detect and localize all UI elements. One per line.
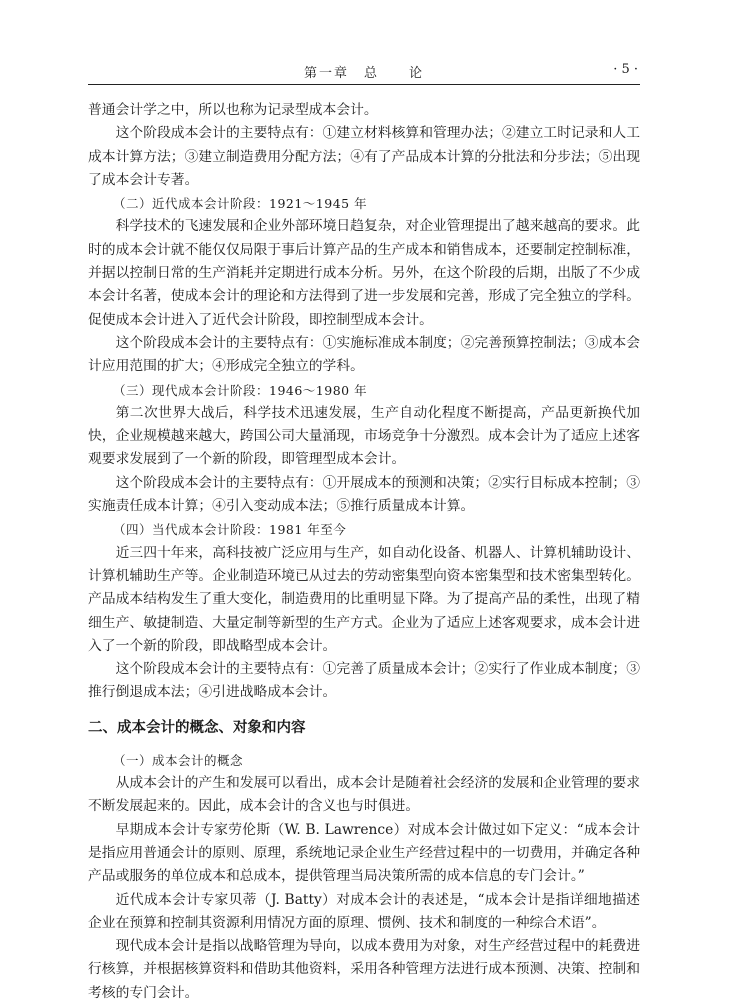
chapter-title: 第一章 总 论 — [303, 66, 424, 81]
paragraph: 这个阶段成本会计的主要特点有：①建立材料核算和管理办法；②建立工时记录和人工成本计算方法；③建立制造费用分配方法；④有了产品成本计算的分批法和分步法；⑤出现了成本会计专著。 — [88, 125, 640, 188]
paragraph: 现代成本会计是指以战略管理为导向，以成本费用为对象，对生产经营过程中的耗费进行核算，并根据核算资料和借助其他资料，采用各种管理方法进行成本预测、决策、控制和考核的专门会计。 — [88, 938, 640, 1001]
paragraph: 第二次世界大战后，科学技术迅速发展，生产自动化程度不断提高，产品更新换代加快，企业规模越来越大，跨国公司大量涌现，市场竞争十分激烈。成本会计为了适应上述客观要求发展到了一个新的阶段，即管理型成本会计。 — [88, 404, 640, 468]
paragraph: 这个阶段成本会计的主要特点有：①开展成本的预测和决策；②实行目标成本控制；③实施责任成本计算；④引入变动成本法；⑤推行质量成本计算。 — [88, 474, 640, 515]
paragraph: 普通会计学之中，所以也称为记录型成本会计。 — [88, 102, 378, 118]
running-header — [88, 62, 640, 85]
section-heading: （二）近代成本会计阶段：1921～1945 年 — [113, 196, 368, 212]
page-number: · 5 · — [613, 62, 638, 77]
paragraph: 这个阶段成本会计的主要特点有：①实施标准成本制度；②完善预算控制法；③成本会计应用范围的扩大；④形成完全独立的学科。 — [88, 334, 640, 375]
paragraph: 近三四十年来，高科技被广泛应用与生产，如自动化设备、机器人、计算机辅助设计、计算机辅助生产等。企业制造环境已从过去的劳动密集型向资本密集型和技术密集型转化。产品成本结构发生了重大变化，制造费用的比重明显下降。为了提高产品的柔性，出现了精细生产、敏捷制造、大量定制等新型的生产方式。企业为了适应上述客观要求，成本会计进入了一个新的阶段，即战略型成本会计。 — [88, 544, 640, 654]
paragraph: 近代成本会计专家贝蒂（J. Batty）对成本会计的表述是，“成本会计是指详细地描述企业在预算和控制其资源利用情况方面的原理、惯例、技术和制度的一种综合术语”。 — [88, 891, 640, 931]
page-body — [88, 99, 640, 1005]
subsection-heading: （一）成本会计的概念 — [113, 752, 244, 768]
paragraph: 科学技术的飞速发展和企业外部环境日趋复杂，对企业管理提出了越来越高的要求。此时的成本会计就不能仅仅局限于事后计算产品的生产成本和销售成本，还要制定控制标准，并据以控制日常的生产消耗并定期进行成本分析。另外，在这个阶段的后期，出版了不少成本会计名著，使成本会计的理论和方法得到了进一步发展和完善，形成了完全独立的学科。促使成本会计进入了近代会计阶段，即控制型成本会计。 — [88, 218, 640, 328]
part-heading: 二、成本会计的概念、对象和内容 — [88, 719, 306, 736]
section-heading: （四）当代成本会计阶段：1981 年至今 — [113, 522, 347, 538]
paragraph: 这个阶段成本会计的主要特点有：①完善了质量成本会计；②实行了作业成本制度；③推行倒退成本法；④引进战略成本会计。 — [88, 661, 640, 701]
section-heading: （三）现代成本会计阶段：1946～1980 年 — [113, 382, 368, 398]
paragraph: 从成本会计的产生和发展可以看出，成本会计是随着社会经济的发展和企业管理的要求不断发展起来的。因此，成本会计的含义也与时俱进。 — [88, 775, 640, 815]
paragraph: 早期成本会计专家劳伦斯（W. B. Lawrence）对成本会计做过如下定义：“成本会计是指应用普通会计的原则、原理，系统地记录企业生产经营过程中的一切费用，并确定各种产品或服务的单位成本和总成本，提供管理当局决策所需的成本信息的专门会计。” — [88, 821, 640, 885]
